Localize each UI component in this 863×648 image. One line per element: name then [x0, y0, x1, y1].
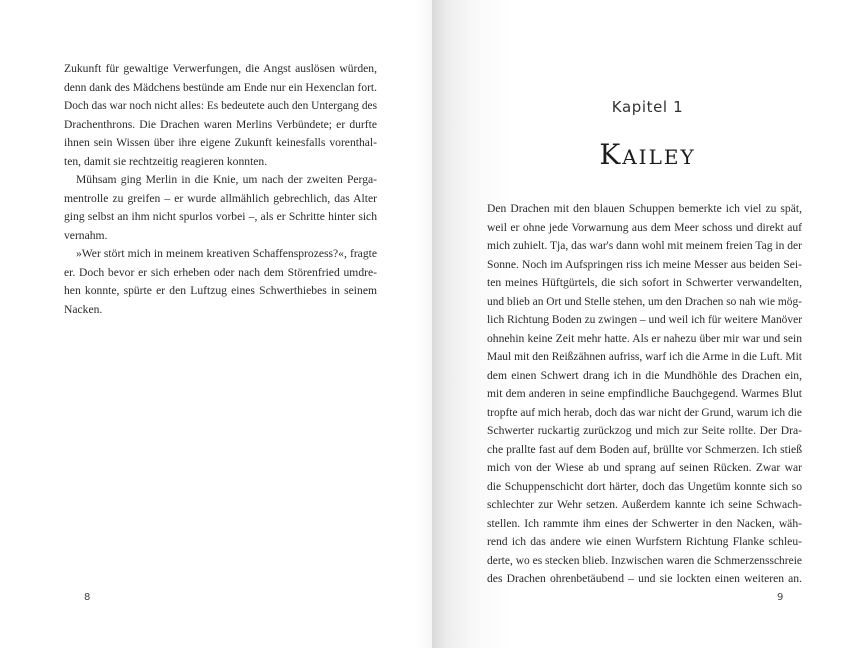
- text-line: hen konnte, spürte er den Luftzug eines Schwerthiebes in seinem: [64, 284, 377, 297]
- right-page-text: [487, 200, 802, 589]
- text-line: schlechter zur Wehr setzen. Außerdem kannte ich seine Schwach-: [487, 498, 802, 511]
- right-page: [432, 0, 863, 648]
- text-line: denn dank des Mädchens bestünde am Ende nur ein Hexenclan fort.: [64, 80, 378, 94]
- text-line: mentrolle zu greifen – er wurde allmählich gebrechlich, das Alter: [64, 191, 377, 205]
- text-line: mich von der Wiese ab und sprang auf seinen Rücken. Zwar war: [487, 461, 802, 474]
- text-line: ten meines Hüftgürtels, die sich sofort in Schwerter verwandelten,: [487, 276, 802, 289]
- text-line: mich zuhielt. Tja, das war's dann wohl mit meinem freien Tag in der: [487, 239, 803, 252]
- page-number-left: 8: [84, 592, 91, 603]
- text-line: che prallte fast auf dem Boden auf, brüllte vor Schmerzen. Ich stieß: [487, 442, 802, 456]
- text-line: rend ich das andere wie einen Wurfstern Richtung Flanke schleu-: [487, 535, 802, 548]
- text-line: Zukunft für gewaltige Verwerfungen, die Angst auslösen würden,: [64, 62, 377, 75]
- text-line: Mühsam ging Merlin in die Knie, um nach der zweiten Perga-: [76, 173, 377, 186]
- gutter-shadow: [416, 0, 432, 648]
- text-line: ihnen sein Wissen über ihre eigene Zukunft keinesfalls vorenthal-: [64, 136, 377, 149]
- text-line: die Schuppenschicht dort härter, doch das Ungetüm konnte sich so: [487, 479, 802, 493]
- text-line: Nacken.: [64, 302, 103, 316]
- text-line: »Wer stört mich in meinem kreativen Schaffensprozess?«, fragte: [76, 247, 377, 260]
- text-line: des Drachen ohrenbetäubend – und sie lockten einen weiteren an.: [487, 572, 802, 585]
- text-line: tropfte auf mich herab, doch das war nicht der Grund, warum ich die: [487, 405, 802, 419]
- left-page-text: [64, 60, 377, 319]
- text-line: und blieb an Ort und Stelle stehen, um den Drachen so nah wie mög-: [487, 294, 802, 308]
- chapter-title: Kailey: [599, 138, 696, 171]
- text-line: stellen. Ich rammte ihm eines der Schwerter in den Nacken, wäh-: [487, 516, 802, 530]
- text-line: dem einen Schwert drang ich in die Mundhöhle des Drachen ein,: [487, 368, 802, 382]
- text-line: ten, damit sie rechtzeitig reagieren konnten.: [64, 154, 268, 168]
- text-line: Maul mit den Reißzähnen aufriss, warf ich die Arme in die Luft. Mit: [487, 350, 802, 363]
- text-line: Den Drachen mit den blauen Schuppen bemerkte ich viel zu spät,: [487, 202, 802, 215]
- text-line: er. Doch bevor er sich erheben oder nach dem Störenfried umdre-: [64, 265, 377, 279]
- text-line: lich Richtung Boden zu zwingen – und weil ich für weitere Manöver: [487, 313, 803, 326]
- text-line: ohnehin keine Zeit mehr hatte. Als er nahezu über mir war und sein: [487, 331, 802, 345]
- text-line: Sonne. Noch im Aufspringen riss ich meine Messer aus beiden Sei-: [487, 257, 802, 271]
- text-line: Schwerter ruckartig zurückzog und mich zur Seite rollte. Der Dra-: [487, 424, 802, 437]
- text-line: derte, wo es stecken blieb. Inzwischen waren die Schmerzensschreie: [487, 553, 803, 567]
- text-line: ging selbst an ihm nicht spurlos vorbei –, als er Schritte hinter sich: [64, 210, 377, 223]
- text-line: weil er ohne jede Vorwarnung aus dem Meer schoss und direkt auf: [487, 220, 802, 234]
- text-line: Drachenthrons. Die Drachen waren Merlins Verbündete; er durfte: [64, 117, 377, 131]
- chapter-label: Kapitel 1: [611, 98, 684, 116]
- text-line: Doch das war noch nicht alles: Es bedeutete auch den Untergang des: [64, 99, 377, 112]
- text-line: vernahm.: [64, 228, 108, 242]
- page-number-right: 9: [777, 592, 784, 603]
- text-line: mit dem anderen in seine empfindliche Bauchgegend. Warmes Blut: [487, 387, 802, 400]
